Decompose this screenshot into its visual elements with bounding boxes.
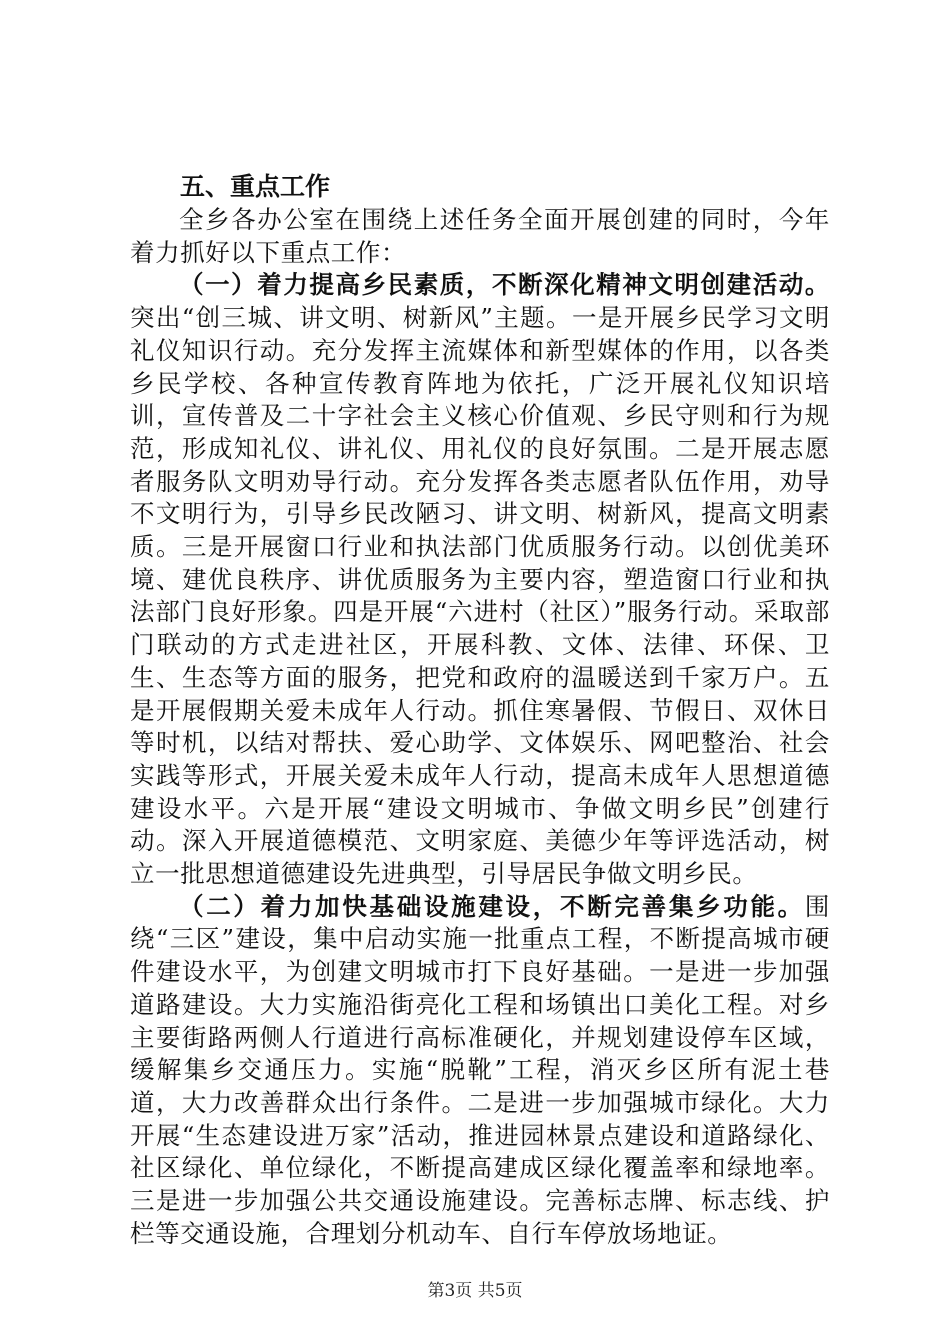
intro-paragraph: 全乡各办公室在围绕上述任务全面开展创建的同时，今年着力抓好以下重点工作： [130, 205, 830, 267]
section-heading: 五、重点工作 [180, 172, 331, 201]
page-footer: 第3页 共5页 [427, 1281, 523, 1301]
document-body [130, 170, 830, 1251]
item-2-paragraph [130, 891, 830, 1251]
item-1-lead: （一）着力提高乡民素质，不断深化精神文明创建活动。 [179, 270, 830, 300]
item-2-body: 围绕“三区”建设，集中启动实施一批重点工程，不断提高城市硬件建设水平，为创建文明城市打下良好基础。一是进一步加强道路建设。大力实施沿街亮化工程和场镇出口美化工程。对乡主要街路两侧人行道进行高标准硬化，并规划建设停车区域，缓解集乡交通压力。实施“脱靴”工程，消灭乡区所有泥土巷道，大力改善群众出行条件。二是进一步加强城市绿化。大力开展“生态建设进万家”活动，推进园林景点建设和道路绿化、社区绿化、单位绿化，不断提高建成区绿化覆盖率和绿地率。三是进一步加强公共交通设施建设。完善标志牌、标志线、护栏等交通设施，合理划分机动车、自行车停放场地证。 [130, 891, 830, 1248]
item-1-body: 突出“创三城、讲文明、树新风”主题。一是开展乡民学习文明礼仪知识行动。充分发挥主流媒体和新型媒体的作用，以各类乡民学校、各种宣传教育阵地为依托，广泛开展礼仪知识培训，宣传普及二十字社会主义核心价值观、乡民守则和行为规范，形成知礼仪、讲礼仪、用礼仪的良好氛围。二是开展志愿者服务队文明劝导行动。充分发挥各类志愿者队伍作用，劝导不文明行为，引导乡民改陋习、讲文明、树新风，提高文明素质。三是开展窗口行业和执法部门优质服务行动。以创优美环境、建优良秩序、讲优质服务为主要内容，塑造窗口行业和执法部门良好形象。四是开展“六进村（社区）”服务行动。采取部门联动的方式走进社区，开展科教、文体、法律、环保、卫生、生态等方面的服务，把党和政府的温暖送到千家万户。五是开展假期关爱未成年人行动。抓住寒暑假、节假日、双休日等时机，以结对帮扶、爱心助学、文体娱乐、网吧整治、社会实践等形式，开展关爱未成年人行动，提高未成年人思想道德建设水平。六是开展“建设文明城市、争做文明乡民”创建行动。深入开展道德模范、文明家庭、美德少年等评选活动，树立一批思想道德建设先进典型，引导居民争做文明乡民。 [130, 303, 830, 889]
item-1-paragraph [130, 269, 830, 890]
item-2-lead: （二）着力加快基础设施建设，不断完善集乡功能。 [179, 891, 805, 921]
